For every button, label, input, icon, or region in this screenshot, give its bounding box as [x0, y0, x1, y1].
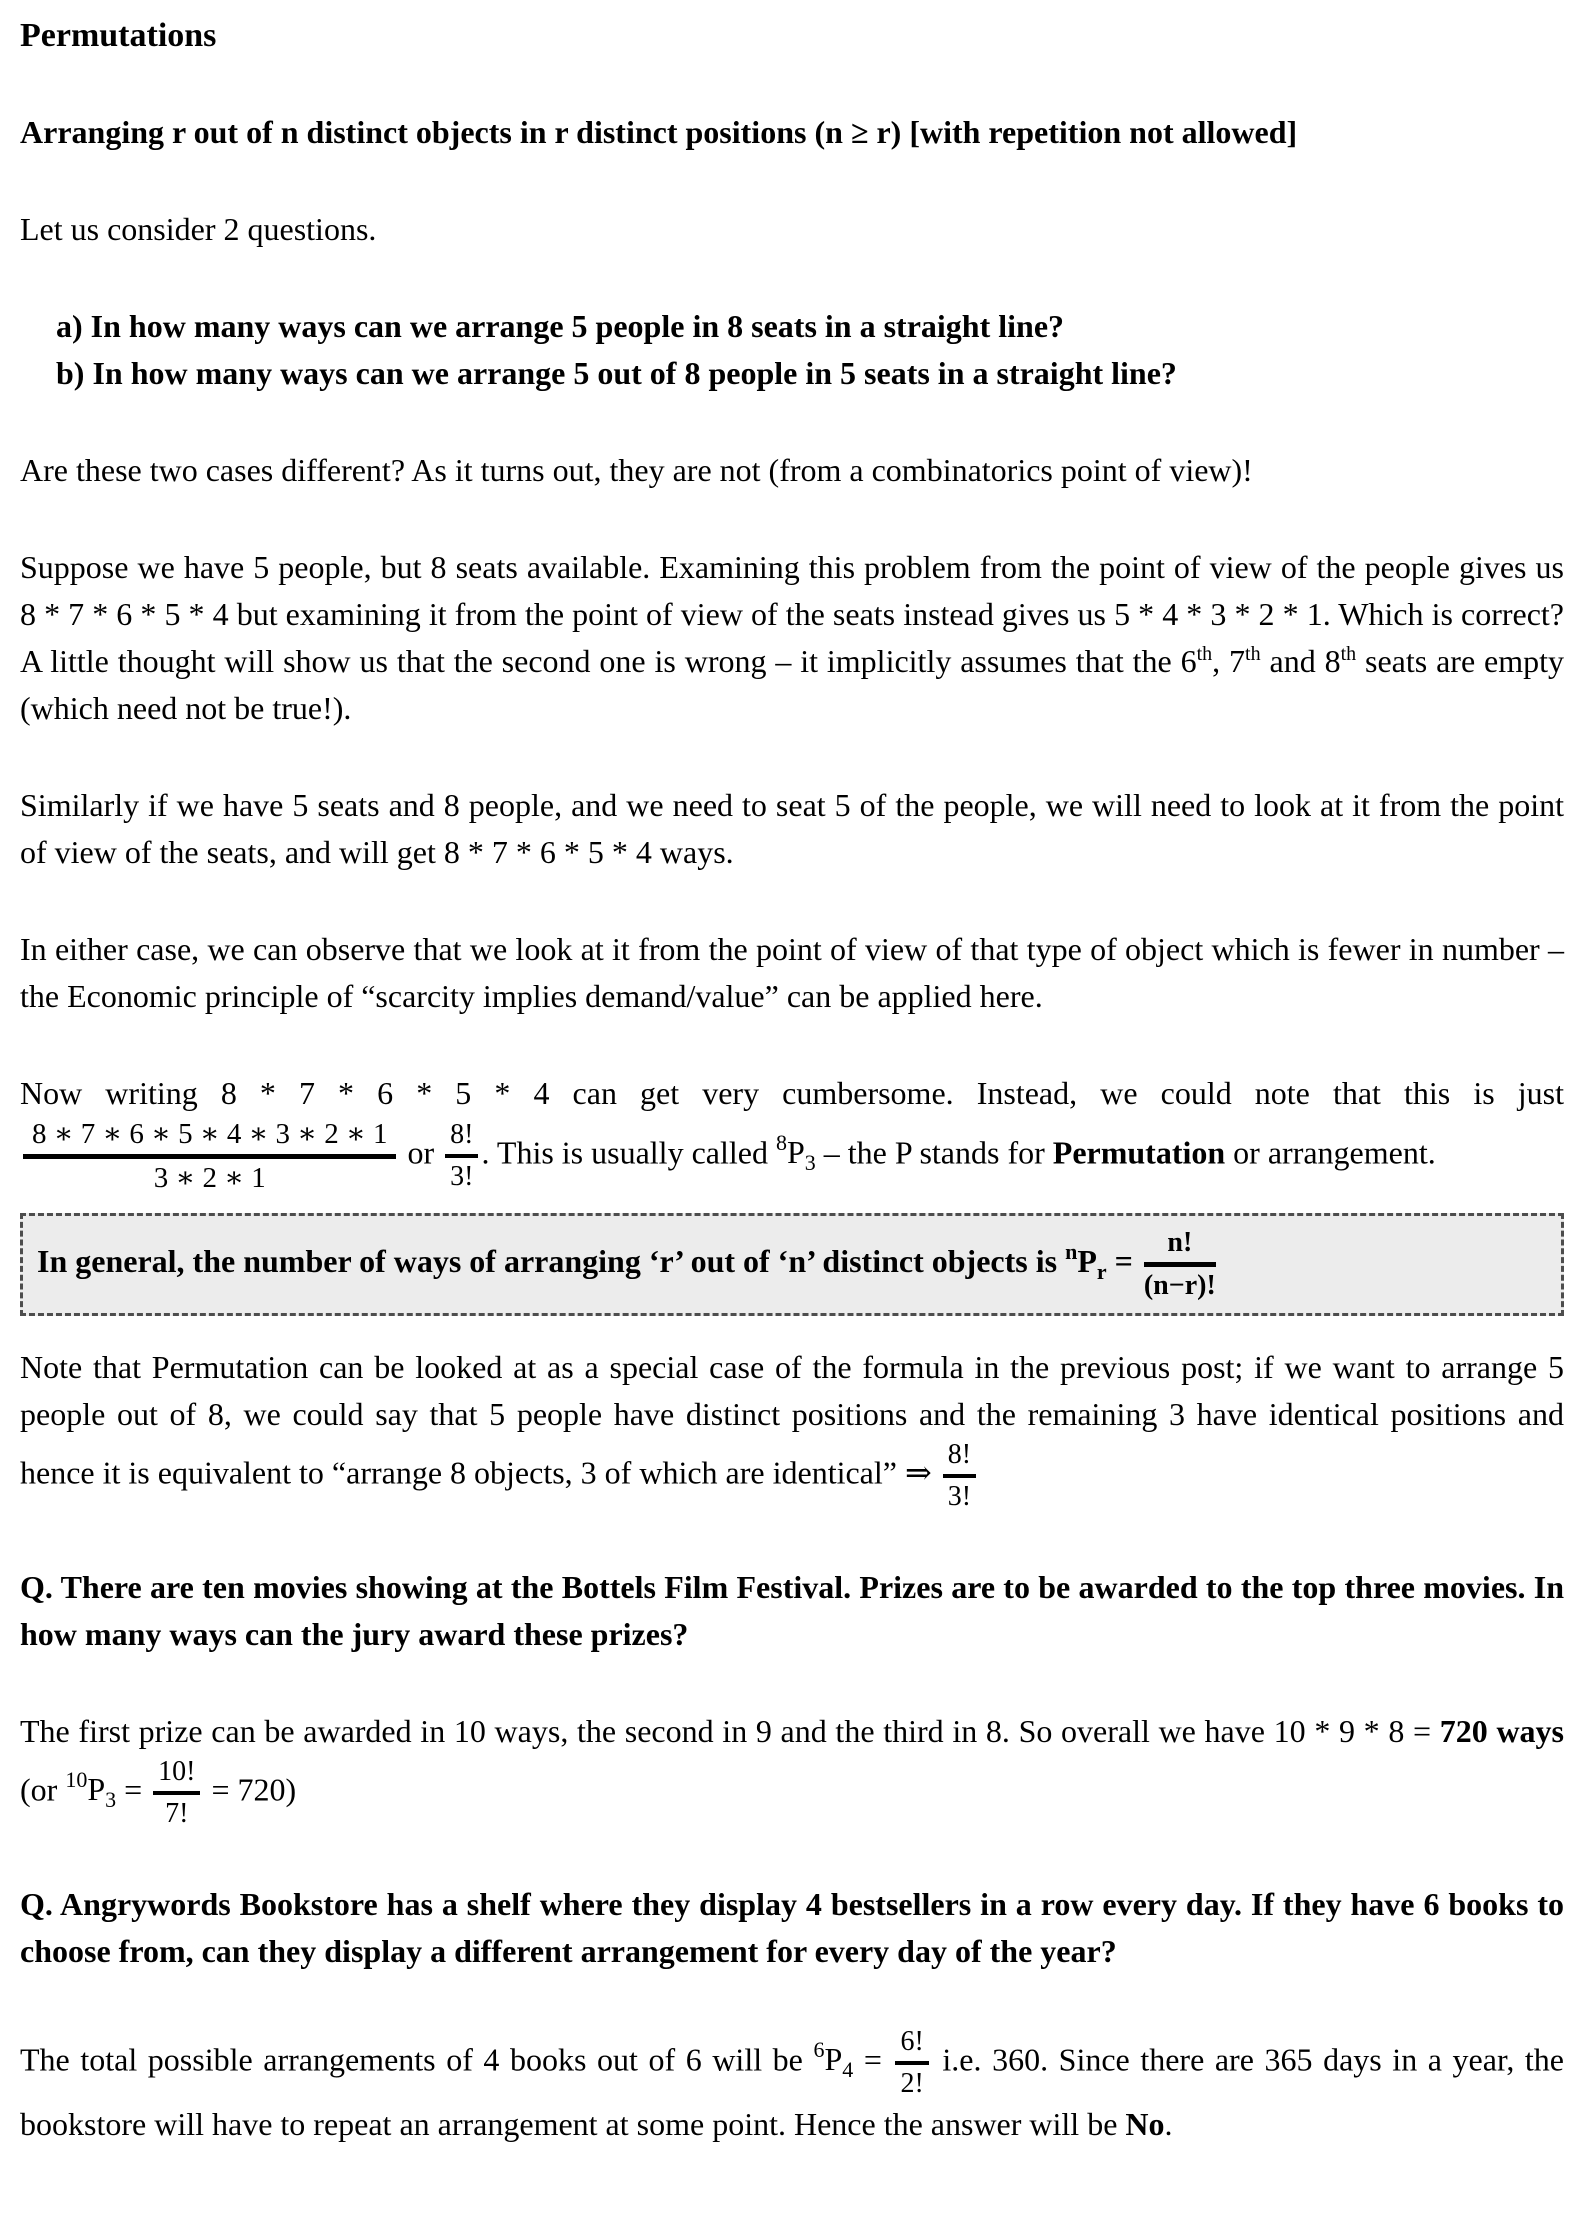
text-run: . — [1164, 2106, 1173, 2142]
question-bookstore: Q. Angrywords Bookstore has a shelf where they display 4 bestsellers in a row every day. If they have 6 books to choose from, can they display a different arrangement for every day of the year? — [20, 1886, 1564, 1969]
text-run: – the P stands for — [815, 1134, 1053, 1171]
para-similarly: Similarly if we have 5 seats and 8 people, and we need to seat 5 of the people, we will need to look at it from the point of view of the seats, and will get 8 * 7 * 6 * 5 * 4 ways. — [20, 787, 1564, 870]
fraction-denominator: 7! — [165, 1798, 189, 1829]
para-note-special-case — [20, 1344, 1564, 1514]
npr-base: P — [87, 1771, 106, 1808]
npr-superscript: 10 — [65, 1767, 88, 1793]
para-books-answer — [20, 2025, 1564, 2148]
text-run: Suppose we have 5 people, but 8 seats available. Examining this problem from the point of view of the people gives us 8 * 7 * 6 * 5 * 4 but examining it from the point of view of the seats instead gives us 5 * 4 * 3 * 2 * 1. Which is correct? A little thought will show us that the second one is wrong – it implicitly assumes that the 6 — [20, 549, 1564, 679]
fraction-denominator: 3 ∗ 2 ∗ 1 — [153, 1162, 266, 1194]
text-run: = — [853, 2041, 893, 2078]
text-run: and 8 — [1260, 643, 1341, 679]
text-run: The total possible arrangements of 4 books out of 6 will be — [20, 2041, 814, 2078]
fraction-numerator: 10! — [153, 1755, 200, 1795]
fraction-10fact-over-7fact — [150, 1755, 203, 1831]
text-run: Note that Permutation can be looked at as a special case of the formula in the previous post; if we want to arrange 5 people out of 8, we could say that 5 people have distinct positions and the remaining 3 have identical positions and hence it is equivalent to “arrange 8 objects, 3 of which are identical” ⇒ — [20, 1349, 1564, 1491]
text-run: = 720) — [203, 1771, 297, 1808]
text-run: Now writing 8 * 7 * 6 * 5 * 4 can get very cumbersome. Instead, we could note that this is just — [20, 1075, 1564, 1111]
fraction-denominator: 3! — [947, 1481, 972, 1512]
text-run: , 7 — [1212, 643, 1246, 679]
section-heading: Arranging r out of n distinct objects in r distinct positions (n ≥ r) [with repetition not allowed] — [20, 114, 1298, 150]
bold-word: Permutation — [1052, 1134, 1226, 1171]
fraction-numerator: 6! — [895, 2025, 928, 2065]
para-cases: Are these two cases different? As it turns out, they are not (from a combinatorics point of view)! — [20, 452, 1253, 488]
npr-base: P — [1077, 1242, 1097, 1279]
notation-10P3 — [65, 1767, 117, 1813]
bold-answer: No — [1125, 2106, 1165, 2142]
ordinal-superscript: th — [1340, 643, 1357, 665]
text-run: or arrangement. — [1225, 1134, 1436, 1171]
bold-answer: 720 ways — [1439, 1713, 1565, 1749]
npr-subscript: r — [1096, 1258, 1107, 1284]
notation-6P4 — [813, 2037, 854, 2083]
text-run: = — [116, 1771, 151, 1808]
question-list — [20, 303, 1564, 397]
npr-base: P — [786, 1134, 805, 1171]
text-run: = — [1106, 1242, 1141, 1279]
fraction-denominator: 2! — [900, 2068, 924, 2099]
fraction-numerator: 8! — [445, 1118, 478, 1158]
npr-subscript: 4 — [842, 2057, 854, 2083]
text-run: (or — [20, 1771, 66, 1808]
para-permutation-notation — [20, 1070, 1564, 1195]
fraction-6fact-over-2fact — [892, 2025, 931, 2101]
npr-superscript: n — [1065, 1238, 1078, 1264]
fraction-numerator: n! — [1144, 1226, 1216, 1267]
text-run: seats are empty (which need not be true!). — [20, 643, 1565, 726]
ordinal-superscript: th — [1196, 643, 1213, 665]
question-b: b) In how many ways can we arrange 5 out of 8 people in 5 seats in a straight line? — [56, 355, 1177, 391]
fraction-nfact-over-nminusr-fact — [1141, 1226, 1219, 1303]
text-run: i.e. 360. Since there are 365 days in a year, the bookstore will have to repeat an arrangement at some point. Hence the answer will be — [20, 2041, 1565, 2142]
npr-subscript: 3 — [105, 1787, 117, 1813]
npr-base: P — [824, 2041, 843, 2078]
para-prizes-answer — [20, 1708, 1564, 1831]
fraction-denominator: (n−r)! — [1143, 1270, 1216, 1301]
text-run: . This is usually called — [481, 1134, 776, 1171]
fraction-numerator: 8 ∗ 7 ∗ 6 ∗ 5 ∗ 4 ∗ 3 ∗ 2 ∗ 1 — [23, 1117, 396, 1159]
fraction-8fact-over-3fact — [442, 1118, 481, 1194]
fraction-8fact-over-3fact — [940, 1438, 979, 1514]
text-run: or — [399, 1134, 443, 1171]
npr-superscript: 8 — [775, 1130, 787, 1156]
notation-nPr — [1065, 1238, 1107, 1284]
para-either-case: In either case, we can observe that we look at it from the point of view of that type of object which is fewer in number – the Economic principle of “scarcity implies demand/value” can be applied here. — [20, 931, 1564, 1014]
question-movies: Q. There are ten movies showing at the Bottels Film Festival. Prizes are to be awarded to the top three movies. In how many ways can the jury award these prizes? — [20, 1569, 1564, 1652]
doc-title: Permutations — [20, 17, 217, 54]
fraction-numerator: 8! — [943, 1438, 976, 1478]
ordinal-superscript: th — [1245, 643, 1261, 665]
general-formula-box — [20, 1213, 1564, 1316]
npr-subscript: 3 — [804, 1150, 816, 1176]
intro-line: Let us consider 2 questions. — [20, 211, 377, 247]
notation-8P3 — [775, 1130, 816, 1176]
npr-superscript: 6 — [813, 2037, 825, 2063]
fraction-denominator: 3! — [450, 1161, 474, 1192]
fraction-product-8-to-1-over-3-2-1 — [20, 1117, 399, 1195]
question-a: a) In how many ways can we arrange 5 people in 8 seats in a straight line? — [56, 308, 1065, 344]
para-suppose — [20, 544, 1564, 732]
text-run: The first prize can be awarded in 10 ways, the second in 9 and the third in 8. So overall we have 10 * 9 * 8 = — [20, 1713, 1440, 1749]
text-run: In general, the number of ways of arranging ‘r’ out of ‘n’ distinct objects is — [37, 1242, 1066, 1279]
